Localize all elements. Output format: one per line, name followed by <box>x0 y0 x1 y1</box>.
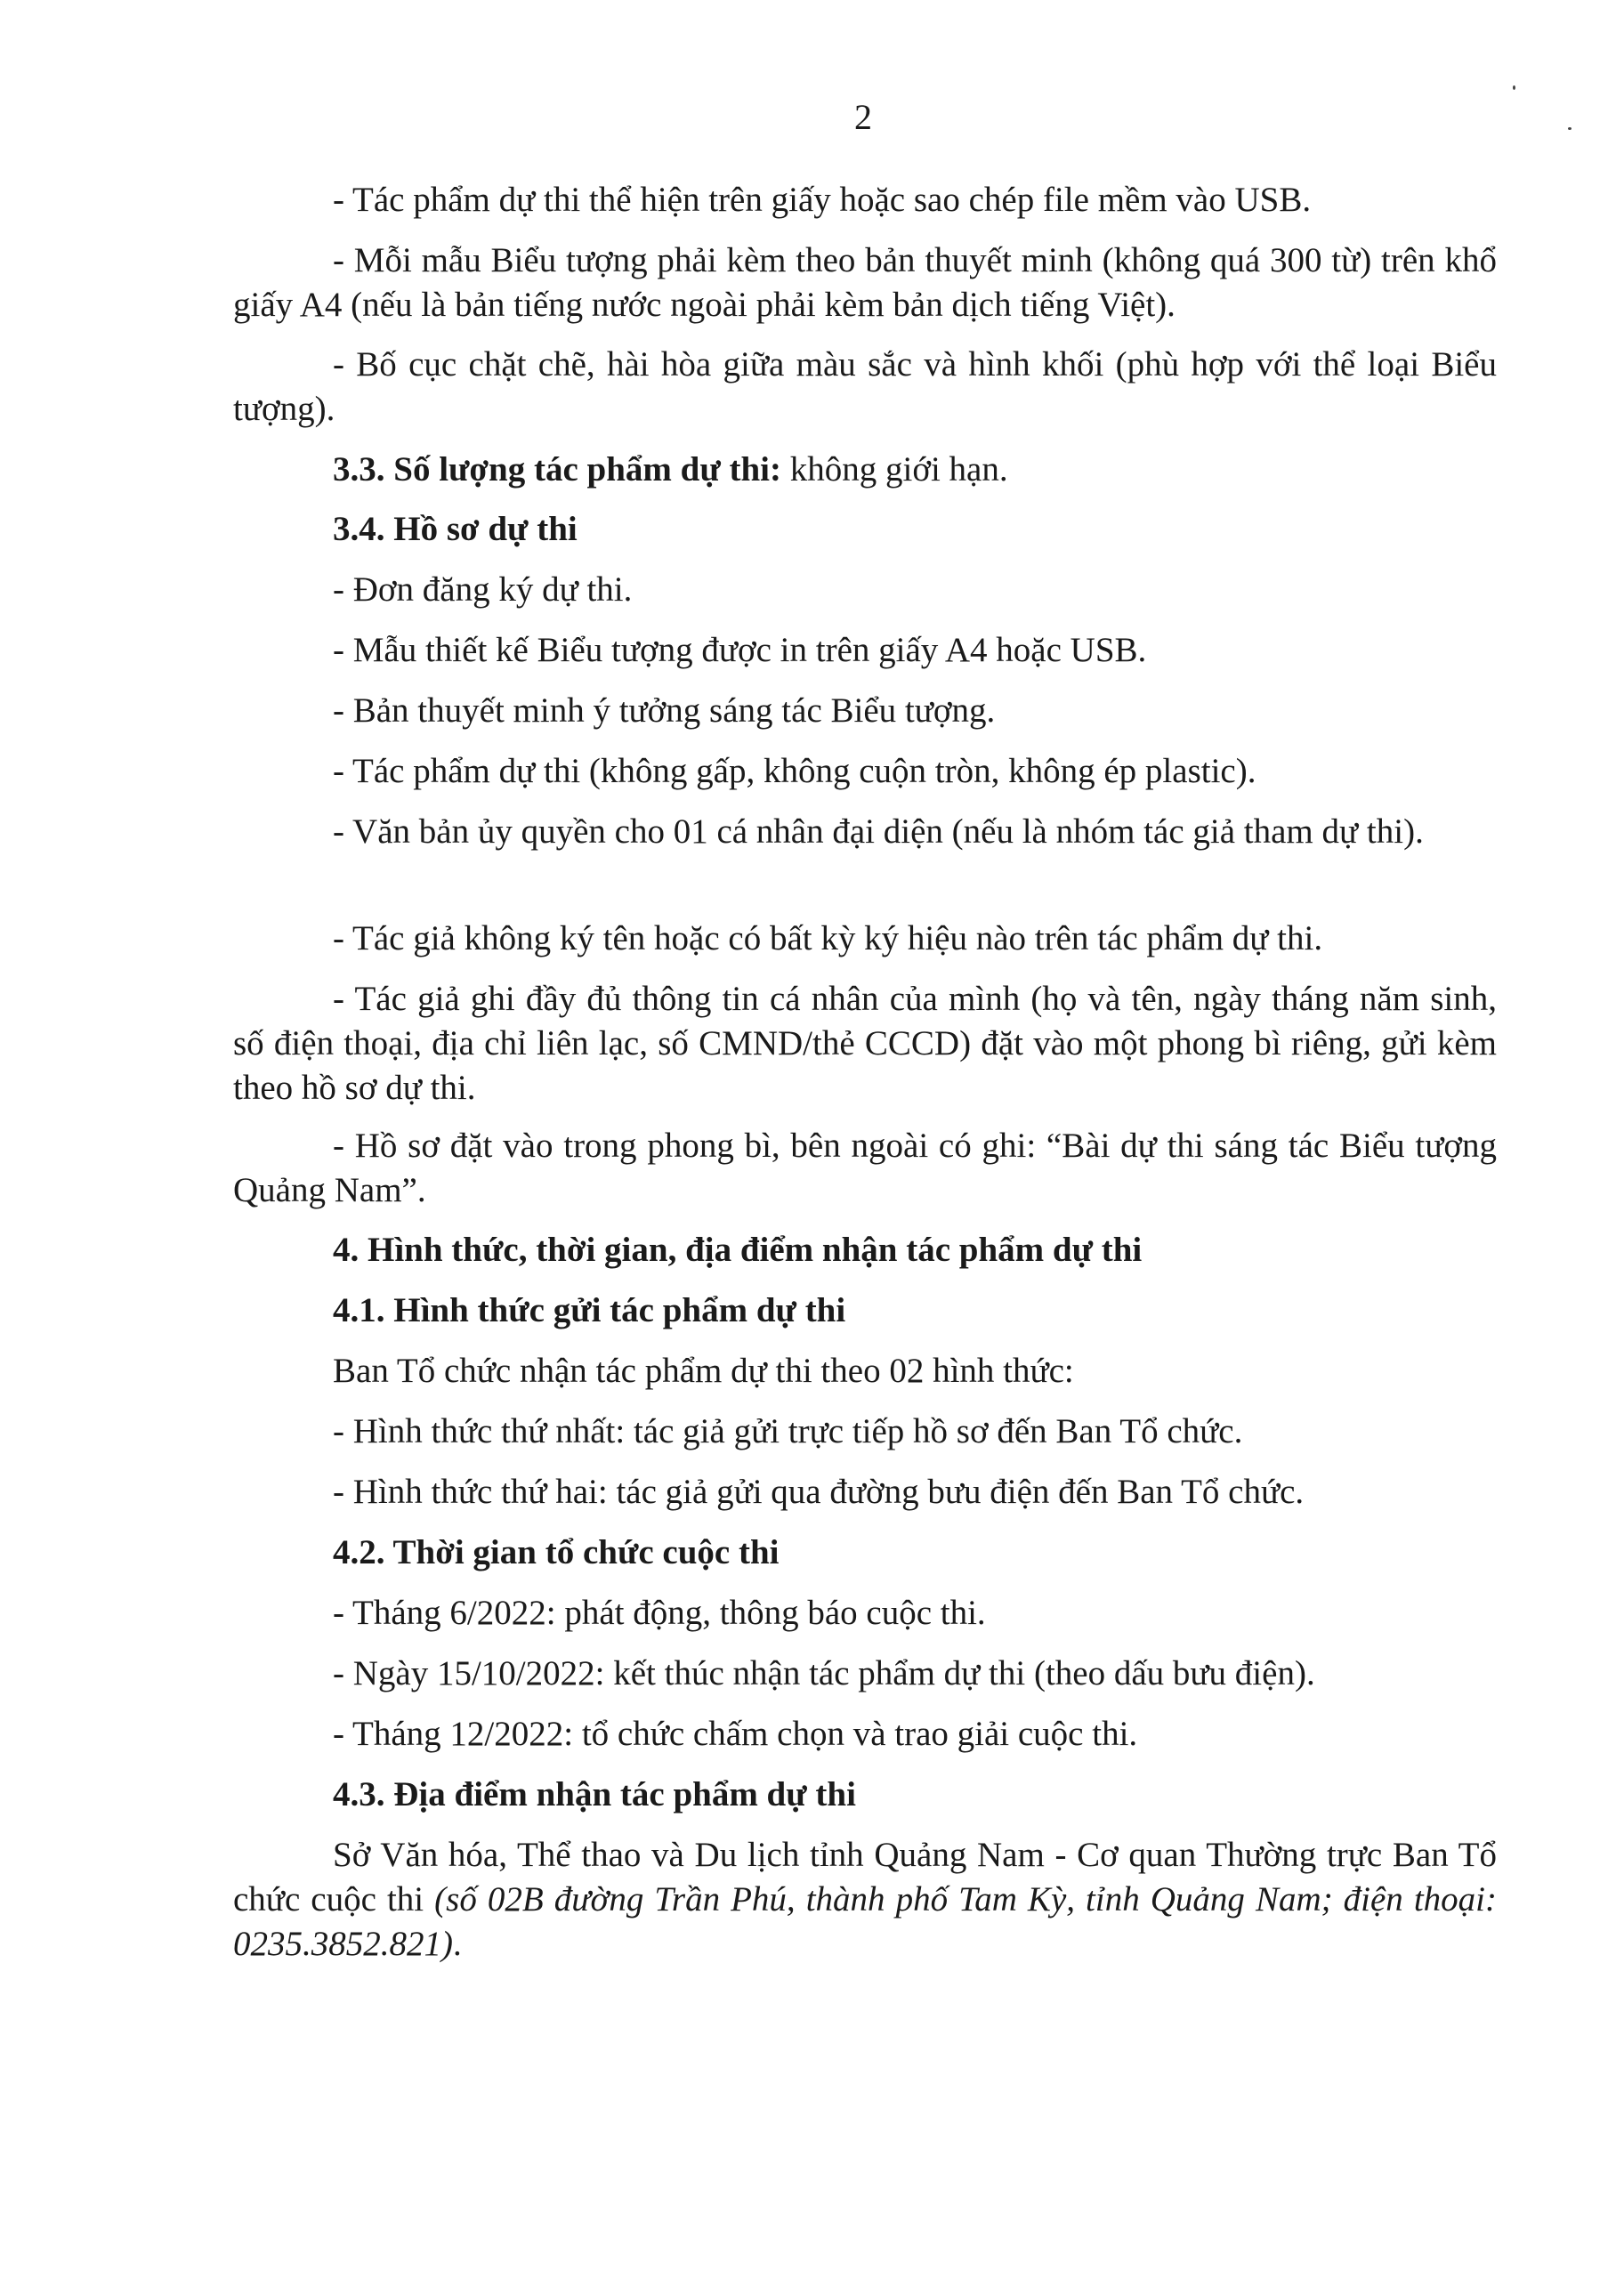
section-3-3 <box>233 448 1497 492</box>
paragraph: - Tác giả ghi đầy đủ thông tin cá nhân của mình (họ và tên, ngày tháng năm sinh, số điện thoại, địa chỉ liên lạc, số CMND/thẻ CCCD) đặt vào một phong bì riêng, gửi kèm theo hồ sơ dự thi. <box>233 980 1497 1107</box>
page-number: 2 <box>854 97 872 137</box>
address-text: (số 02B đường Trần Phú, thành phố Tam Kỳ, tỉnh Quảng Nam; điện thoại: 0235.3852.821) <box>233 1880 1497 1963</box>
paragraph <box>233 1833 1497 1967</box>
section-text: không giới hạn. <box>780 450 1008 489</box>
paragraph-end: . <box>453 1925 462 1963</box>
list-item: - Ngày 15/10/2022: kết thúc nhận tác phẩm dự thi (theo dấu bưu điện). <box>333 1654 1315 1692</box>
paragraph: - Bố cục chặt chẽ, hài hòa giữa màu sắc và hình khối (phù hợp với thể loại Biểu tượng). <box>233 345 1497 428</box>
paragraph: - Hồ sơ đặt vào trong phong bì, bên ngoài có ghi: “Bài dự thi sáng tác Biểu tượng Quảng Nam”. <box>233 1127 1497 1209</box>
paragraph: - Tác phẩm dự thi thể hiện trên giấy hoặc sao chép file mềm vào USB. <box>333 181 1312 219</box>
list-item: - Tác phẩm dự thi (không gấp, không cuộn tròn, không ép plastic). <box>333 752 1256 790</box>
list-item: - Mẫu thiết kế Biểu tượng được in trên giấy A4 hoặc USB. <box>333 631 1147 669</box>
section-heading: 4.3. Địa điểm nhận tác phẩm dự thi <box>333 1775 856 1814</box>
list-item: - Đơn đăng ký dự thi. <box>333 570 633 609</box>
section-heading: 4.2. Thời gian tổ chức cuộc thi <box>333 1533 780 1571</box>
list-item: - Hình thức thứ hai: tác giả gửi qua đường bưu điện đến Ban Tổ chức. <box>333 1473 1305 1511</box>
list-item: - Hình thức thứ nhất: tác giả gửi trực tiếp hồ sơ đến Ban Tổ chức. <box>333 1412 1243 1450</box>
scan-speck <box>1513 85 1515 90</box>
paragraph: Ban Tổ chức nhận tác phẩm dự thi theo 02 hình thức: <box>333 1352 1074 1390</box>
scan-speck <box>1568 127 1571 130</box>
section-heading: 4. Hình thức, thời gian, địa điểm nhận tác phẩm dự thi <box>333 1231 1143 1269</box>
list-item: - Tháng 12/2022: tổ chức chấm chọn và trao giải cuộc thi. <box>333 1715 1138 1753</box>
list-item: - Tác giả không ký tên hoặc có bất kỳ ký hiệu nào trên tác phẩm dự thi. <box>333 919 1323 957</box>
list-item: - Tháng 6/2022: phát động, thông báo cuộc thi. <box>333 1594 986 1632</box>
paragraph-text: Sở Văn hóa, Thể thao và Du lịch tỉnh Quảng Nam - Cơ quan Thường trực Ban Tổ chức cuộc thi <box>233 1836 1497 1919</box>
section-heading: 3.3. Số lượng tác phẩm dự thi: <box>333 450 781 489</box>
list-item: - Văn bản ủy quyền cho 01 cá nhân đại diện (nếu là nhóm tác giả tham dự thi). <box>333 812 1424 851</box>
list-item: - Bản thuyết minh ý tưởng sáng tác Biểu tượng. <box>333 691 996 730</box>
paragraph: - Mỗi mẫu Biểu tượng phải kèm theo bản thuyết minh (không quá 300 từ) trên khổ giấy A4 (nếu là bản tiếng nước ngoài phải kèm bản dịch tiếng Việt). <box>233 241 1497 324</box>
section-heading: 3.4. Hồ sơ dự thi <box>333 510 578 548</box>
section-heading: 4.1. Hình thức gửi tác phẩm dự thi <box>333 1291 846 1329</box>
